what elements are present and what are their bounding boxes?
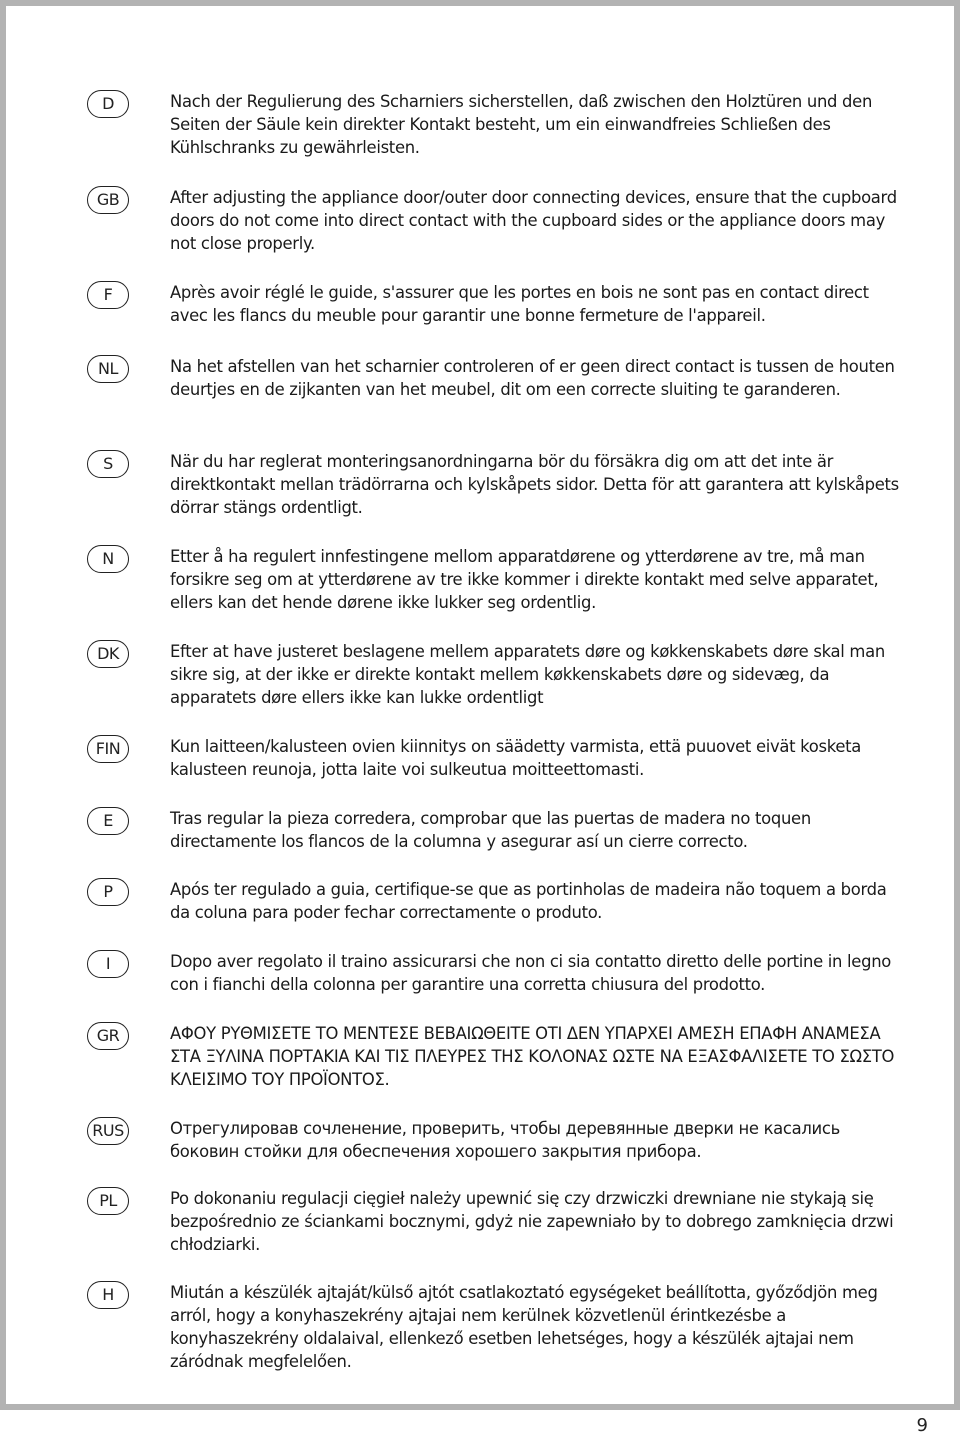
section-text: Etter å ha regulert innfestingene mellom apparatdørene og ytterdørene av tre, må man forsikre seg om at ytterdørene av tre ikke kommer i direkte kontakt med selve apparatet, ellers kan det hende dørene ikke lukker seg ordentlig. [170, 547, 879, 612]
language-badge: GR [87, 1022, 129, 1050]
language-badge: N [87, 545, 129, 573]
language-badge: FIN [87, 735, 129, 763]
language-badge: P [87, 878, 129, 906]
section-text: Dopo aver regolato il traino assicurarsi che non ci sia contatto diretto delle portine in legno con i fianchi della colonna per garantire una corretta chiusura del prodotto. [170, 952, 892, 994]
section-text: Na het afstellen van het scharnier controleren of er geen direct contact is tussen de houten deurtjes en de zijkanten van het meubel, dit om een correcte sluiting te garanderen. [170, 357, 895, 399]
language-badge: GB [87, 186, 129, 214]
language-badge: DK [87, 640, 129, 668]
section-text: När du har reglerat monteringsanordningarna bör du försäkra dig om att det inte är direktkontakt mellan trädörrarna och kylskåpets sidor. Detta för att garantera att kylskåpets dörrar stängs ordentligt. [170, 452, 899, 517]
section-text: Отрегулировав сочленение, проверить, чтобы деревянные дверки не касались боковин стойки для обеспечения хорошего закрытия прибора. [170, 1119, 840, 1161]
section-text: Après avoir réglé le guide, s'assurer que les portes en bois ne sont pas en contact direct avec les flancs du meuble pour garantir une bonne fermeture de l'appareil. [170, 283, 869, 325]
section-text: Efter at have justeret beslagene mellem apparatets døre og køkkenskabets døre skal man sikre sig, at der ikke er direkte kontakt mellem køkkenskabets døre og sidevæg, da apparatets døre ellers ikke kan lukke ordentligt [170, 642, 885, 707]
section-text: Nach der Regulierung des Scharniers sicherstellen, daß zwischen den Holztüren und den Seiten der Säule kein direkter Kontakt besteht, um ein einwandfreies Schließen des Kühlschranks zu gewährleisten. [170, 92, 873, 157]
language-badge: NL [87, 355, 129, 383]
section-text: ΑΦΟΥ ΡΥΘΜΙΣΕΤΕ ΤΟ ΜΕΝΤΕΣΕ ΒΕΒΑΙΩΘΕΙΤΕ ΟΤΙ ΔΕΝ ΥΠΑΡΧΕΙ ΑΜΕΣΗ ΕΠΑΦΗ ΑΝΑΜΕΣΑ ΣΤΑ ΞΥΛΙΝΑ ΠΟΡΤΑΚΙΑ ΚΑΙ ΤΙΣ ΠΛΕΥΡΕΣ ΤΗΣ ΚΟΛΟΝΑΣ ΩΣΤΕ ΝΑ ΕΞΑΣΦΑΛΙΣΕΤΕ ΤΟ ΣΩΣΤΟ ΚΛΕΙΣΙΜΟ ΤΟΥ ΠΡΟΪΟΝΤΟΣ. [170, 1024, 895, 1089]
section-text: Po dokonaniu regulacji cięgieł należy upewnić się czy drzwiczki drewniane nie stykają się bezpośrednio ze ściankami bocznymi, gdyż nie zapewniało by to dobrego zamknięcia drzwi chłodziarki. [170, 1189, 894, 1254]
page-number: 9 [916, 1415, 928, 1436]
section-text: Após ter regulado a guia, certifique-se que as portinholas de madeira não toquem a borda da coluna para poder fechar correctamente o produto. [170, 880, 887, 922]
section-text: Miután a készülék ajtaját/külső ajtót csatlakoztató egységeket beállította, győződjön meg arról, hogy a konyhaszekrény ajtajai nem kerülnek közvetlenül érintkezésbe a konyhaszekrény oldalaival, ellenkező esetben lehetséges, hogy a készülék ajtajai nem záródnak megfelelően. [170, 1283, 878, 1371]
language-badge: D [87, 90, 129, 118]
language-badge: H [87, 1281, 129, 1309]
section-text: After adjusting the appliance door/outer door connecting devices, ensure that the cupboard doors do not come into direct contact with the cupboard sides or the appliance doors may not close properly. [170, 188, 897, 253]
language-badge: S [87, 450, 129, 478]
section-text: Kun laitteen/kalusteen ovien kiinnitys on säädetty varmista, että puuovet eivät kosketa kalusteen reunoja, jotta laite voi sulkeutua moitteettomasti. [170, 737, 862, 779]
language-badge: I [87, 950, 129, 978]
section-text: Tras regular la pieza corredera, comprobar que las puertas de madera no toquen directamente los flancos de la columna y asegurar así un cierre correcto. [170, 809, 811, 851]
language-badge: E [87, 807, 129, 835]
language-badge: RUS [87, 1117, 129, 1145]
language-badge: F [87, 281, 129, 309]
language-badge: PL [87, 1187, 129, 1215]
